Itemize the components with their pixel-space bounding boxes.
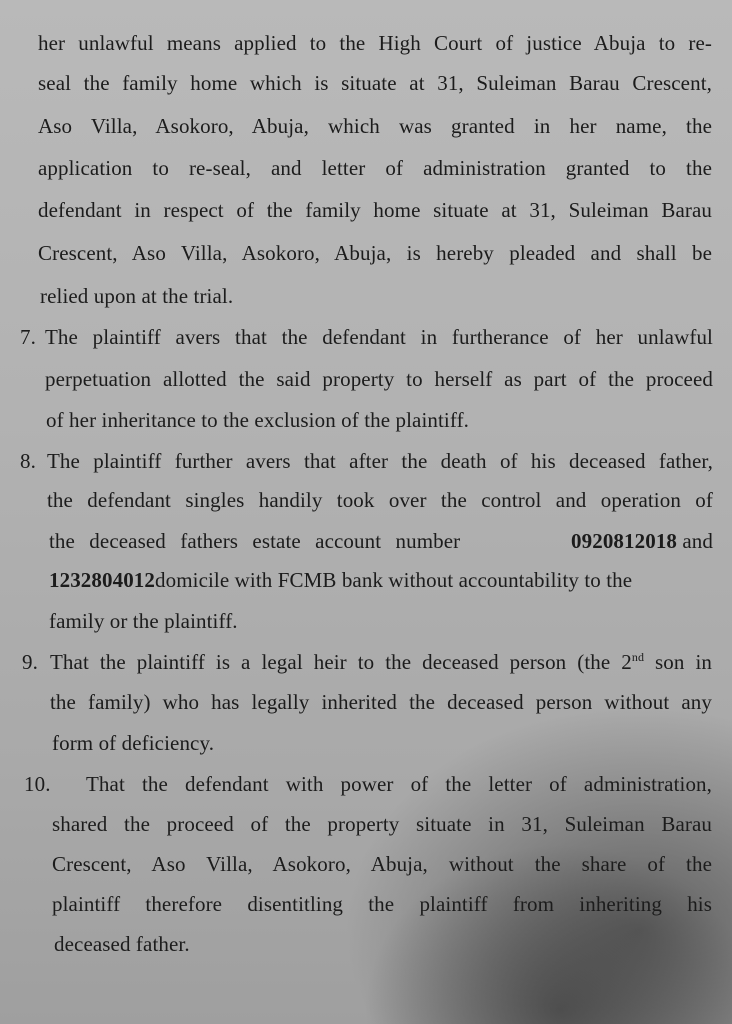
paragraph-10-line-1: That the defendant with power of the letter of administration,: [86, 772, 712, 796]
intro-line-1: her unlawful means applied to the High Court of justice Abuja to re-: [38, 31, 712, 55]
paragraph-9-number: 9.: [22, 650, 38, 674]
paragraph-10-number: 10.: [24, 772, 51, 796]
paragraph-9-line-1-end: son in: [644, 650, 712, 674]
intro-line-7: relied upon at the trial.: [40, 284, 234, 308]
intro-line-5: defendant in respect of the family home situate at 31, Suleiman Barau: [38, 198, 712, 222]
paragraph-9-line-1-text: That the plaintiff is a legal heir to the deceased person (the 2: [50, 650, 632, 674]
paragraph-10-line-4: plaintiff therefore disentitling the plaintiff from inheriting his: [52, 892, 712, 916]
paragraph-8-line-3: [49, 528, 713, 554]
paragraph-8-line-5: family or the plaintiff.: [49, 609, 238, 633]
paragraph-8-line-4: [49, 567, 713, 593]
paragraph-7-number: 7.: [20, 325, 36, 349]
paragraph-10-line-5: deceased father.: [54, 932, 190, 956]
paragraph-9-line-3: form of deficiency.: [52, 731, 215, 755]
paragraph-7-line-2: perpetuation allotted the said property to herself as part of the proceed: [45, 367, 713, 391]
intro-line-2: seal the family home which is situate at 31, Suleiman Barau Crescent,: [38, 71, 712, 95]
paragraph-8-line-3-end: and: [677, 529, 713, 553]
estate-account-number-2: 1232804012: [49, 568, 155, 592]
paragraph-8-line-2: the defendant singles handily took over the control and operation of: [47, 488, 713, 512]
intro-line-4: application to re-seal, and letter of administration granted to the: [38, 156, 712, 180]
paragraph-8-line-4-text: domicile with FCMB bank without accountability to the: [155, 568, 633, 592]
paragraph-8-number: 8.: [20, 449, 36, 473]
paragraph-7-line-3: of her inheritance to the exclusion of the plaintiff.: [46, 408, 470, 432]
paragraph-10-line-3: Crescent, Aso Villa, Asokoro, Abuja, without the share of the: [52, 852, 712, 876]
paragraph-9-line-1: [50, 649, 712, 675]
paragraph-8-line-1: The plaintiff further avers that after the death of his deceased father,: [47, 449, 713, 473]
paragraph-9-line-2: the family) who has legally inherited the deceased person without any: [50, 690, 712, 714]
paragraph-8-line-3-text: the deceased fathers estate account number: [49, 529, 461, 553]
paragraph-7-line-1: The plaintiff avers that the defendant in furtherance of her unlawful: [45, 325, 713, 349]
intro-line-6: Crescent, Aso Villa, Asokoro, Abuja, is hereby pleaded and shall be: [38, 241, 712, 265]
paragraph-10-line-2: shared the proceed of the property situate in 31, Suleiman Barau: [52, 812, 712, 836]
estate-account-number-1: 0920812018: [571, 529, 678, 553]
ordinal-suffix: nd: [631, 650, 645, 664]
intro-line-3: Aso Villa, Asokoro, Abuja, which was granted in her name, the: [38, 114, 712, 138]
